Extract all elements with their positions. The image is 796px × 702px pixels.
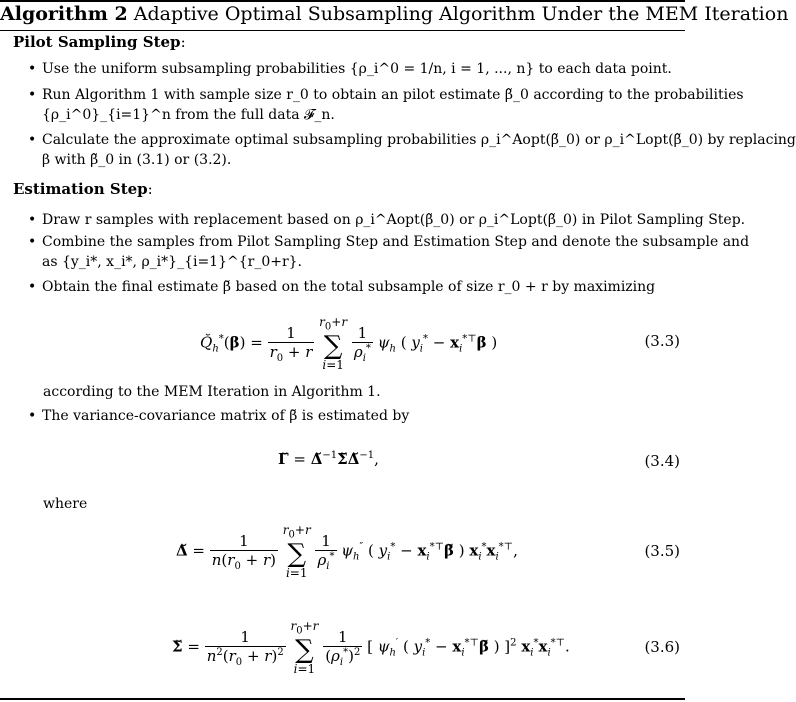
estimation-bullet-1-text: Draw r samples with replacement based on ρ_i^Aopt(β̃_0) or ρ_i^Lopt(β̃_0) in Pilot Sampling Step. <box>42 212 746 228</box>
after-eq-3-3-text: according to the MEM Iteration in Algorithm 1. <box>43 384 381 400</box>
algorithm-name: Adaptive Optimal Subsampling Algorithm Under the MEM Iteration <box>133 3 789 25</box>
pilot-bullet-3-line-2: β with β̃_0 in (3.1) or (3.2). <box>42 152 232 168</box>
estimation-bullet-4-text: The variance-covariance matrix of β̆ is estimated by <box>42 408 410 424</box>
bottom-rule <box>0 698 685 700</box>
pilot-bullet-3-line-1: Calculate the approximate optimal subsampling probabilities ρ_i^Aopt(β̃_0) or ρ_i^Lopt(β̃_0) by replacing <box>42 132 796 148</box>
where-text: where <box>43 496 88 512</box>
algorithm-label: Algorithm 2 <box>0 3 128 25</box>
pilot-bullet-2-line-1: Run Algorithm 1 with sample size r_0 to obtain an pilot estimate β̃_0 according to the probabilities <box>42 87 744 103</box>
equation-3-6-number: (3.6) <box>644 638 680 656</box>
title-rule <box>0 30 685 31</box>
equation-3-5-number: (3.5) <box>644 542 680 560</box>
estimation-heading: Estimation Step: <box>13 180 153 198</box>
pilot-bullet-2-line-2: {ρ_i^0}_{i=1}^n from the full data 𝓕_n. <box>42 107 335 123</box>
equation-3-6 <box>0 618 685 682</box>
pilot-bullet-1-text: Use the uniform subsampling probabilities {ρ_i^0 = 1/n, i = 1, ..., n} to each data point. <box>42 61 672 77</box>
equation-3-5-body: Δ̆ = $\frac{1}{n(r_0 + r)}$ $r_0+r$ ∑ i=1 $\frac{1}{\rho_i^*}$ $\psi_h''$ ( $y_i^*$ − $x_i^{*⊤}\betă$ ) $x_i^*x_i^{*⊤}$, <box>176 523 518 581</box>
equation-3-3 <box>0 314 685 374</box>
pilot-heading: Pilot Sampling Step: <box>13 33 186 51</box>
equation-3-4 <box>0 446 685 478</box>
algorithm-box: Algorithm 2 Adaptive Optimal Subsampling Algorithm Under the MEM Iteration Pilot Sampling Step: • Use the uniform subsampling probabilities {ρ_i^0 = 1/n, i = 1, ..., n} to each data point. • Run Algorithm 1 with sample size r_0 to obtain an pilot estimate β̃_0 according to the probabilities {ρ_i^0}_{i=1}^n from the full data 𝓕_n. • Calculate the approximate optimal subsampling probabilities ρ_i^Aopt(β̃_0) or ρ_i^Lopt(β̃_0) by replacing β with β̃_0 in (3.1) or (3.2). Estimation Step: • Draw r samples with replacement based on ρ_i^Aopt(β̃_0) or ρ_i^Lopt(β̃_0) in Pilot Sampling Step. • Combine the samples from Pilot Sampling Step and Estimation Step and denote the subsample and as {y_i*, x_i*, ρ_i*}_{i=1}^{r_0+r}. • Obtain the final estimate β̆ based on the total subsample of size r_0 + r by maximizing $Q̆_h^*(\beta)$ = $\frac{1}{r_0 + r}$ $r_0+r$ ∑ i=1 $\frac{1}{\rho_i^*}$ $\psi_h$ ( $y_i^* - x_i^{*⊤}\beta$ ) (3.3) according to the MEM Iteration in Algorithm 1. • The variance-covariance matrix of β̆ is estimated by Γ̆ = Δ̆$^{-1}$Σ̆Δ̆$^{-1}$, (3.4) where Δ̆ = $\frac{1}{n(r_0 + r)}$ $r_0+r$ ∑ i=1 $\frac{1}{\rho_i^*}$ $\psi_h''$ ( $y_i^*$ − $x_i^{*⊤}\betă$ ) $x_i^*x_i^{*⊤}$, (3.5) Σ̆ = $\frac{1}{n^2(r_0 + r)^2}$ $r_0+r$ ∑ i=1 $\frac{1}{(\rho_i^*)^2}$ [ $\psi_h'$ ( $y_i^*$ − $x_i^{*⊤}\betă$ ) ]$^2$ $x_i^*x_i^{*⊤}$. (3.6) <box>0 0 685 702</box>
equation-3-5 <box>0 522 685 586</box>
estimation-bullet-2-line-1: Combine the samples from Pilot Sampling Step and Estimation Step and denote the subsample and <box>42 234 750 250</box>
equation-3-4-number: (3.4) <box>644 452 680 470</box>
equation-3-3-body: $Q̆_h^*(\beta)$ = $\frac{1}{r_0 + r}$ $r_0+r$ ∑ i=1 $\frac{1}{\rho_i^*}$ $\psi_h$ ( $y_i^* - x_i^{*⊤}\beta$ ) <box>200 315 498 373</box>
algorithm-title <box>0 3 788 25</box>
estimation-bullet-3-text: Obtain the final estimate β̆ based on the total subsample of size r_0 + r by maximizing <box>42 279 656 295</box>
equation-3-3-number: (3.3) <box>644 332 680 350</box>
estimation-bullet-2-line-2: as {y_i*, x_i*, ρ_i*}_{i=1}^{r_0+r}. <box>42 254 303 270</box>
equation-3-4-body: Γ̆ = Δ̆$^{-1}$Σ̆Δ̆$^{-1}$, <box>278 450 379 468</box>
top-rule <box>0 0 685 2</box>
equation-3-6-body: Σ̆ = $\frac{1}{n^2(r_0 + r)^2}$ $r_0+r$ ∑ i=1 $\frac{1}{(\rho_i^*)^2}$ [ $\psi_h'$ ( $y_i^*$ − $x_i^{*⊤}\betă$ ) ]$^2$ $x_i^*x_i^{*⊤}$. <box>172 619 570 677</box>
